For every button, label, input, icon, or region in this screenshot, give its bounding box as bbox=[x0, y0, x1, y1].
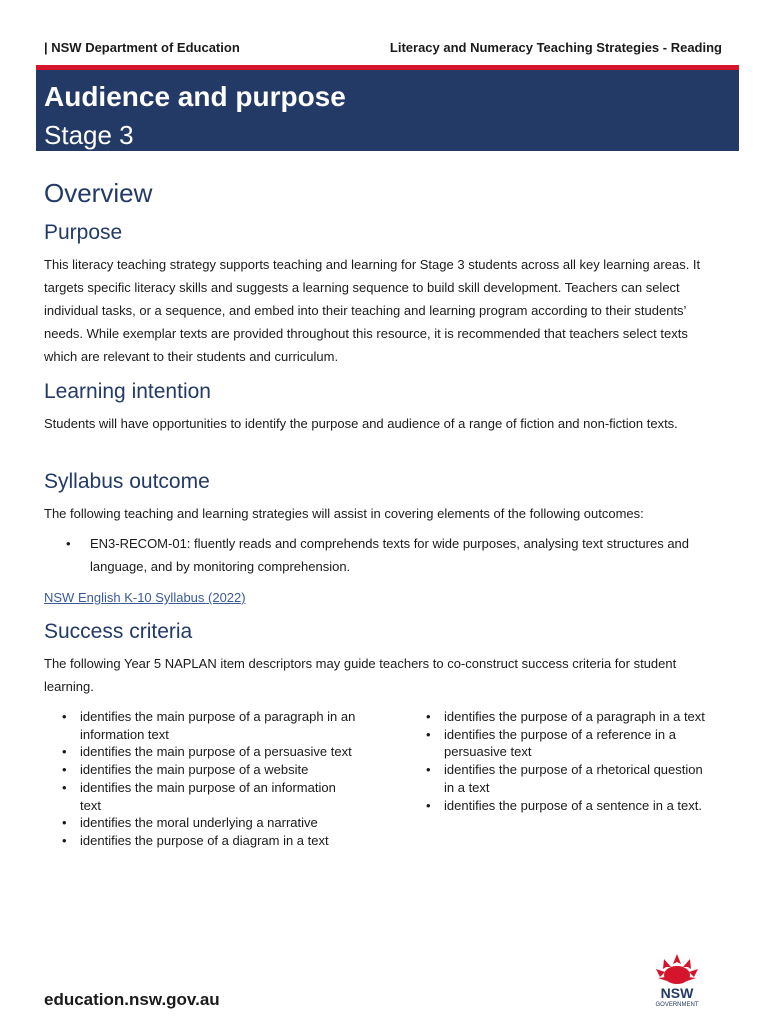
header-document-title: Literacy and Numeracy Teaching Strategies - Reading bbox=[389, 40, 722, 55]
list-item: • identifies the purpose of a diagram in a text bbox=[60, 832, 360, 850]
list-item: • identifies the main purpose of a paragraph in an information text bbox=[60, 708, 360, 743]
syllabus-link[interactable]: NSW English K-10 Syllabus (2022) bbox=[44, 590, 246, 605]
learning-intention-heading: Learning intention bbox=[44, 380, 211, 403]
list-item: • identifies the main purpose of a website bbox=[60, 761, 360, 779]
success-criteria-intro: The following Year 5 NAPLAN item descriptors may guide teachers to co-construct success criteria for student learning. bbox=[44, 656, 677, 694]
list-item: • identifies the main purpose of an information text bbox=[60, 779, 360, 814]
title-banner bbox=[36, 65, 739, 151]
purpose-text: This literacy teaching strategy supports teaching and learning for Stage 3 students across all key learning areas. It targets specific literacy skills and suggests a learning sequence to build skill development. Teachers can select individual tasks, or a sequence, and embed into their teaching and learning program according to their students’ needs. While exemplar texts are provided throughout this resource, it is recommended that teachers select texts which are relevant to their students and curriculum. bbox=[44, 257, 701, 364]
syllabus-outcome-intro: The following teaching and learning strategies will assist in covering elements of the following outcomes: bbox=[44, 506, 644, 521]
syllabus-outcome-heading: Syllabus outcome bbox=[44, 470, 210, 493]
logo-subtext: GOVERNMENT bbox=[655, 1002, 699, 1008]
footer-url: education.nsw.gov.au bbox=[44, 990, 220, 1009]
logo-text: NSW bbox=[660, 985, 694, 1001]
list-item: • identifies the purpose of a reference in a persuasive text bbox=[424, 726, 714, 761]
overview-heading: Overview bbox=[44, 178, 153, 208]
list-item: • identifies the main purpose of a persuasive text bbox=[60, 743, 360, 761]
page-subtitle: Stage 3 bbox=[44, 120, 134, 150]
learning-intention-text: Students will have opportunities to identify the purpose and audience of a range of fiction and non-fiction texts. bbox=[44, 416, 678, 431]
list-item: • identifies the moral underlying a narrative bbox=[60, 814, 360, 832]
list-item: • identifies the purpose of a sentence in a text. bbox=[424, 797, 714, 815]
list-item: • identifies the purpose of a paragraph in a text bbox=[424, 708, 714, 726]
syllabus-outcome-list bbox=[44, 532, 734, 578]
header-department: | NSW Department of Education bbox=[44, 40, 240, 55]
nsw-government-logo bbox=[648, 950, 706, 1008]
waratah-icon bbox=[648, 950, 706, 1008]
list-item: • EN3-RECOM-01: fluently reads and comprehends texts for wide purposes, analysing text structures and language, and by monitoring comprehension. bbox=[44, 532, 734, 578]
page-title: Audience and purpose bbox=[44, 81, 346, 112]
list-item: • identifies the purpose of a rhetorical question in a text bbox=[424, 761, 714, 796]
success-criteria-left-list bbox=[60, 708, 360, 850]
purpose-heading: Purpose bbox=[44, 221, 123, 244]
success-criteria-right-list bbox=[424, 708, 714, 814]
success-criteria-heading: Success criteria bbox=[44, 620, 193, 643]
